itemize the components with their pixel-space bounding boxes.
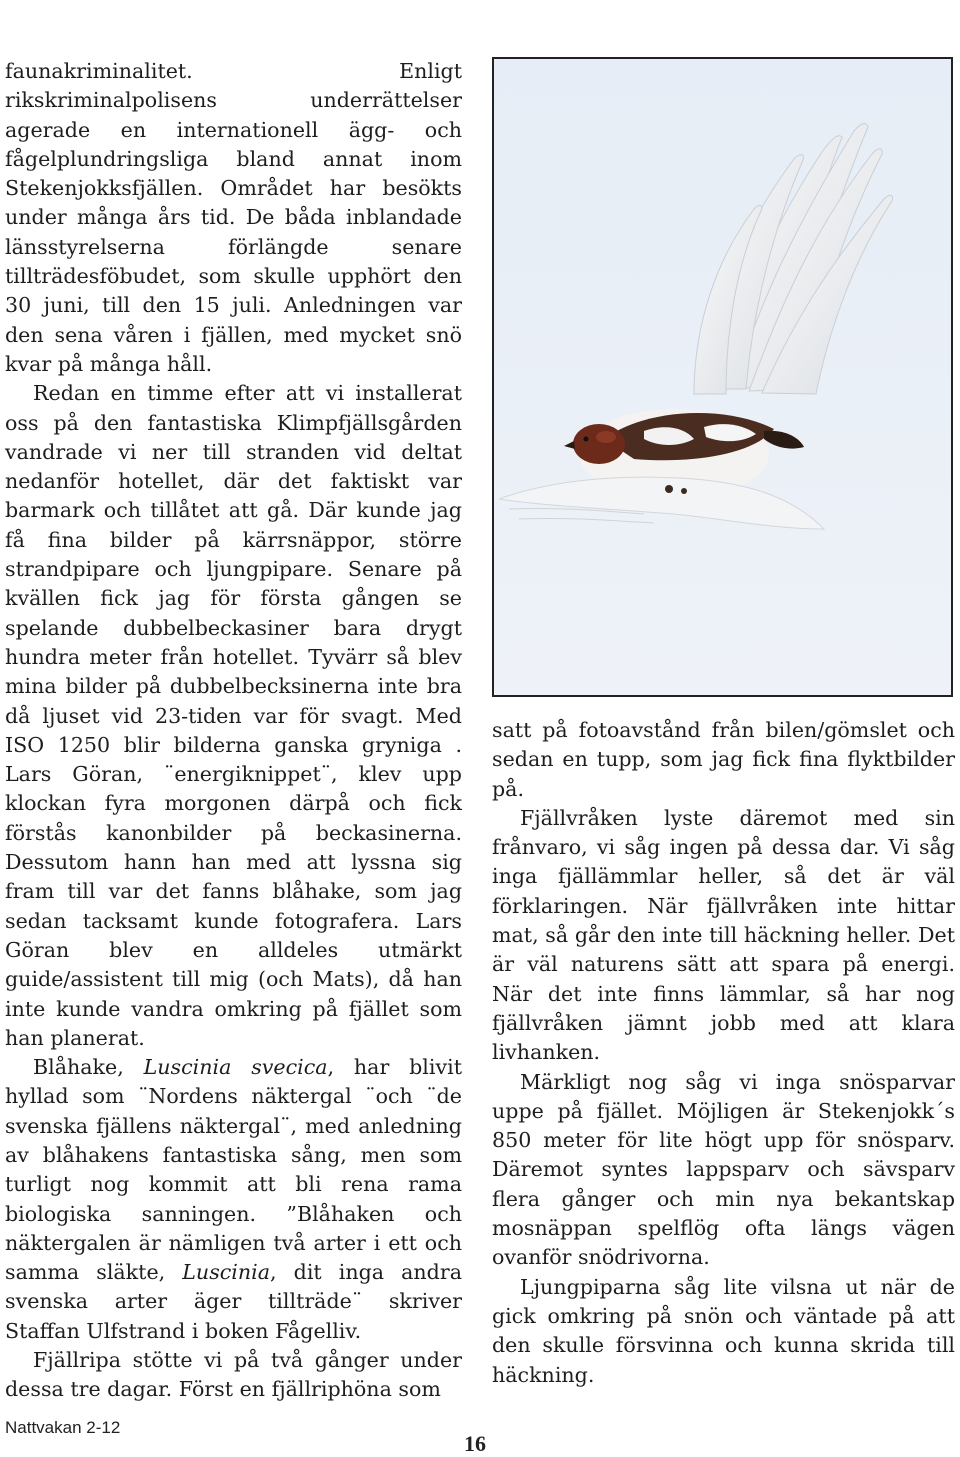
bird-photo <box>492 57 953 697</box>
paragraph: Fjällvråken lyste däremot med sin frånvaro, vi såg ingen på dessa dar. Vi såg inga fjällämmlar heller, så det är väl förklaringen. När fjällvråken inte hittar mat, så går den inte till häckning heller. Det är väl naturens sätt att spara på energi. När det inte finns lämmlar, så har nog fjällvråken jämnt jobb med att klara livhanken. <box>492 805 955 1065</box>
publication-name: Nattvakan 2-12 <box>5 1418 121 1437</box>
paragraph: faunakriminalitet. Enligt rikskriminalpolisens underrättelser agerade en internationell ägg- och fågelplundringsliga bland annat inom Stekenjokksfjällen. Området har besökts under många års tid. De båda inblandade länsstyrelserna förlängde senare tillträdesföbudet, som skulle upphört den 30 juni, till den 15 juli. Anledningen var den sena våren i fjällen, med mycket snö kvar på många håll. <box>5 59 462 376</box>
text-run: , dit inga andra svenska arter äger tillträde¨ skriver Staffan Ulfstrand i boken Fågelliv. <box>5 1260 462 1343</box>
ptarmigan-in-flight-image <box>494 59 951 695</box>
paragraph: Redan en timme efter att vi installerat oss på den fantastiska Klimpfjällsgården vandrade vi ner till stranden vid deltat nedanför hotellet, där det faktiskt var barmark och tillåtet att gå. Där kunde jag få fina bilder på kärrsnäppor, större strandpipare och ljungpipare. Senare på kvällen fick jag för första gången se spelande dubbelbeckasiner bara drygt hundra meter från hotellet. Tyvärr så blev mina bilder på dubbelbecksinerna inte bra då ljuset vid 23-tiden var för svagt. Med ISO 1250 blir bilderna ganska gryniga . Lars Göran, ¨energiknippet¨, klev upp klockan fyra morgonen därpå och fick förstås kanonbilder på beckasinerna. Dessutom hann han med att lyssna sig fram till var det fanns blåhake, som jag sedan tacksamt kunde fotografera. Lars Göran blev en alldeles utmärkt guide/assistent till mig (och Mats), då han inte kunde vandra omkring på fjället som han planerat. <box>5 381 462 1050</box>
text-run: Blåhake, <box>33 1055 144 1080</box>
genus-name: Luscinia <box>182 1260 271 1285</box>
text-run: , har blivit hyllad som ¨Nordens näktergal ¨och ¨de svenska fjällens näktergal¨, med anledning av blåhakens fantastiska sång, men som turligt nog kommit att bli rena rama biologiska sanningen. ”Blåhaken och näktergalen är nämligen två arter i ett och samma släkte, <box>5 1055 462 1285</box>
page-number: 16 <box>464 1431 486 1456</box>
paragraph: Märkligt nog såg vi inga snösparvar uppe på fjället. Möjligen är Stekenjokk´s 850 meter för lite högt upp för snösparv. Däremot syntes lappsparv och sävsparv flera gånger och min nya bekantskap mosnäppan spelflög ofta längs vägen ovanför snödrivorna. <box>492 1069 955 1270</box>
paragraph: Ljungpiparna såg lite vilsna ut när de gick omkring på snön och väntade på att den skulle försvinna och kunna skrida till häckning. <box>492 1274 955 1387</box>
paragraph: Fjällripa stötte vi på två gånger under dessa tre dagar. Först en fjällriphöna som <box>5 1348 462 1402</box>
paragraph: satt på fotoavstånd från bilen/gömslet och sedan en tupp, som jag fick fina flyktbilder på. <box>492 718 955 801</box>
left-text-column <box>5 57 462 1405</box>
right-text-column <box>492 716 955 1390</box>
paragraph <box>5 1053 462 1346</box>
species-name: Luscinia svecica <box>143 1055 328 1080</box>
